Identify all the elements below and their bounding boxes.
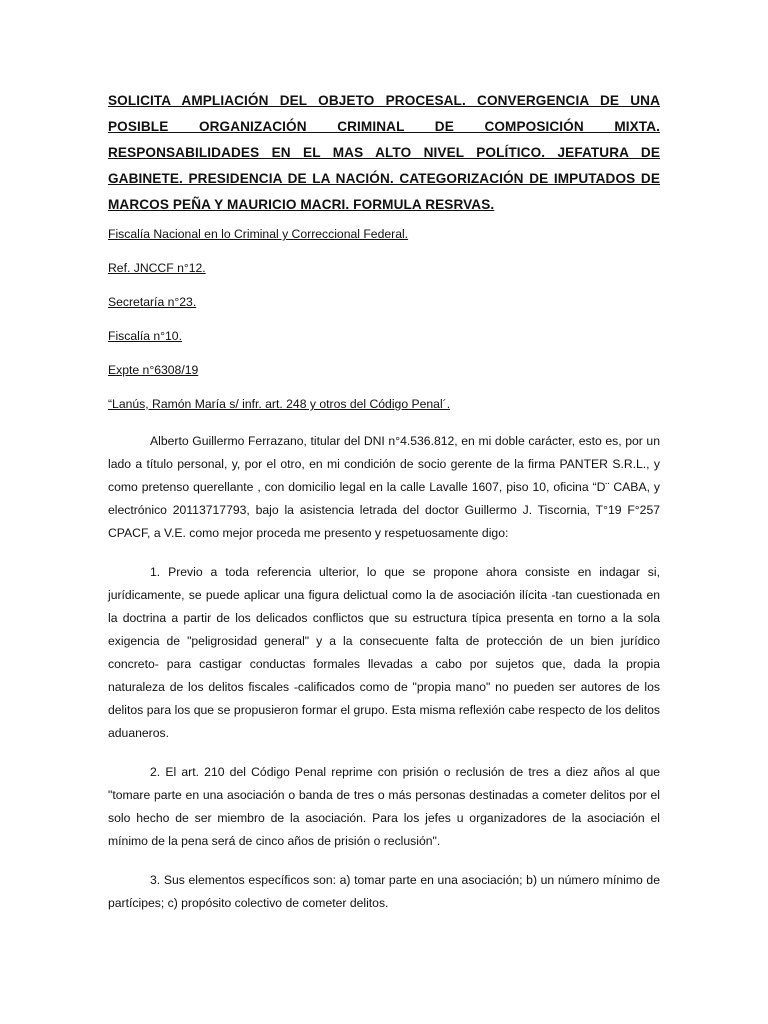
paragraph-3: 3. Sus elementos específicos son: a) tomar parte en una asociación; b) un número mínimo de partícipes; c) propósito colectivo de cometer delitos. [108,873,660,910]
ref-fiscalia: Fiscalía n°10. [108,329,182,343]
ref-caratula: “Lanús, Ramón María s/ infr. art. 248 y otros del Código Penal´. [108,397,451,411]
ref-fiscalia-nacional: Fiscalía Nacional en lo Criminal y Correccional Federal. [108,227,409,241]
ref-secretaria: Secretaría n°23. [108,295,197,309]
document-title: SOLICITA AMPLIACIÓN DEL OBJETO PROCESAL. CONVERGENCIA DE UNA POSIBLE ORGANIZACIÓN CRIMINAL DE COMPOSICIÓN MIXTA. RESPONSABILIDADES EN EL MAS ALTO NIVEL POLÍTICO. JEFATURA DE GABINETE. PRESIDENCIA DE LA NACIÓN. CATEGORIZACIÓN DE IMPUTADOS DE MARCOS PEÑA Y MAURICIO MACRI. FORMULA RESRVAS. [108,93,660,212]
ref-juzgado: Ref. JNCCF n°12. [108,261,206,275]
document-page [108,88,660,931]
paragraph-presentation: Alberto Guillermo Ferrazano, titular del DNI n°4.536.812, en mi doble carácter, esto es, por un lado a título personal, y, por el otro, en mi condición de socio gerente de la firma PANTER S.R.L., y como pretenso querellante , con domicilio legal en la calle Lavalle 1607, piso 10, oficina “D¨ CABA, y electrónico 20113717793, bajo la asistencia letrada del doctor Guillermo J. Tiscornia, T°19 F°257 CPACF, a V.E. como mejor proceda me presento y respetuosamente digo: [108,434,660,540]
paragraph-2: 2. El art. 210 del Código Penal reprime con prisión o reclusión de tres a diez años al que "tomare parte en una asociación o banda de tres o más personas destinadas a cometer delitos por el solo hecho de ser miembro de la asociación. Para los jefes u organizadores de la asociación el mínimo de la pena será de cinco años de prisión o reclusión". [108,765,660,848]
paragraph-1: 1. Previo a toda referencia ulterior, lo que se propone ahora consiste en indagar si, jurídicamente, se puede aplicar una figura delictual como la de asociación ilícita -tan cuestionada en la doctrina a partir de los delicados conflictos que su estructura típica presenta en torno a la sola exigencia de "peligrosidad general" y a la consecuente falta de protección de un bien jurídico concreto- para castigar conductas formales llevadas a cabo por sujetos que, dada la propia naturaleza de los delitos fiscales -calificados como de "propia mano" no pueden ser autores de los delitos para los que se propusieron formar el grupo. Esta misma reflexión cabe respecto de los delitos aduaneros. [108,565,660,740]
ref-expediente: Expte n°6308/19 [108,363,199,377]
